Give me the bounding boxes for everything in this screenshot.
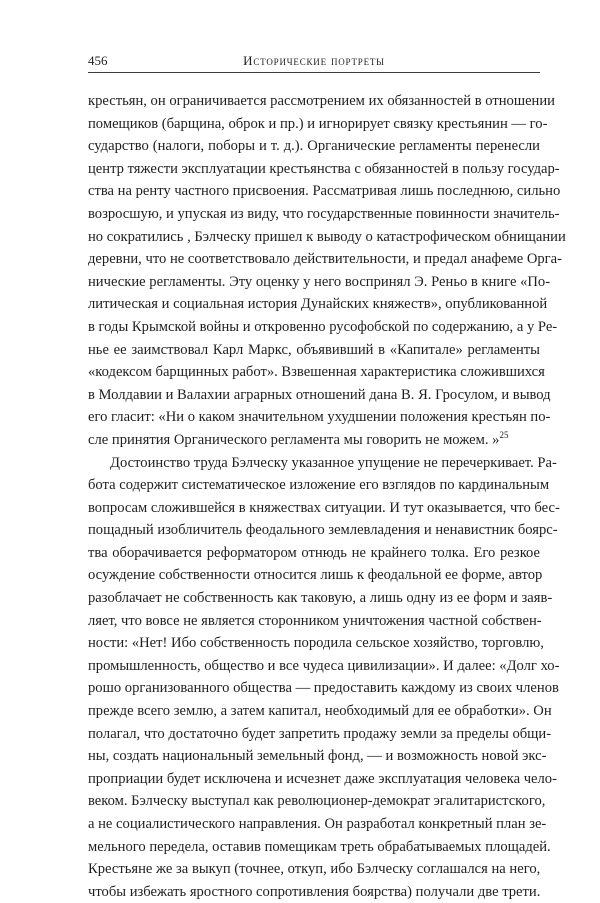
body-text	[88, 90, 540, 903]
text-line: крестьян, он ограничивается рассмотрением их обязанностей в отношении	[88, 90, 540, 113]
text-line: мельного передела, оставив помещикам треть обрабатываемых площадей.	[88, 836, 540, 859]
text-line: в Молдавии и Валахии аграрных отношений дана В. Я. Гросулом, и вывод	[88, 384, 540, 407]
page-number: 456	[88, 53, 108, 69]
text-line: а не социалистического направления. Он разработал конкретный план зе-	[88, 813, 540, 836]
text-line-content: сле принятия Органического регламента мы говорить не можем. »	[88, 432, 499, 448]
paragraph	[88, 90, 540, 452]
text-line: ства на ренту частного присвоения. Рассматривая лишь последнюю, сильно	[88, 180, 540, 203]
text-line: нье ее заимствовал Карл Маркс, объявивший в «Капитале» регламенты	[88, 339, 540, 362]
text-line: в годы Крымской войны и откровенно русофобской по содержанию, а у Ре-	[88, 316, 540, 339]
text-line: «кодексом барщинных работ». Взвешенная характеристика сложившихся	[88, 361, 540, 384]
text-line: литическая и социальная история Дунайских княжеств», опубликованной	[88, 293, 540, 316]
footnote-reference[interactable]: 25	[499, 430, 508, 440]
text-line: веком. Бэлческу выступал как революционер-демократ эгалитаристского,	[88, 790, 540, 813]
text-line	[88, 429, 540, 452]
text-line: промышленность, общество и все чудеса цивилизации». И далее: «Долг хо-	[88, 655, 540, 678]
text-line: ны, создать национальный земельный фонд, — и возможность новой экс-	[88, 745, 540, 768]
running-title: Исторические портреты	[88, 53, 540, 69]
text-line: тва оборачивается реформатором отнюдь не крайнего толка. Его резкое	[88, 542, 540, 565]
paragraph	[88, 452, 540, 903]
page-header	[88, 50, 540, 73]
text-line: бота содержит систематическое изложение его взглядов по кардинальным	[88, 474, 540, 497]
text-line: пощадный изобличитель феодального землевладения и ненавистник боярс-	[88, 519, 540, 542]
text-line: чтобы избежать яростного сопротивления боярства) получали две трети.	[88, 881, 540, 903]
text-line: центр тяжести эксплуатации крестьянства с обязанностей в пользу государ-	[88, 158, 540, 181]
text-line: его гласит: «Ни о каком значительном ухудшении положения крестьян по-	[88, 406, 540, 429]
text-line: разоблачает не собственность как таковую, а лишь одну из ее форм и заяв-	[88, 587, 540, 610]
text-line: сударство (налоги, поборы и т. д.). Органические регламенты перенесли	[88, 135, 540, 158]
text-line: нические регламенты. Эту оценку у него воспринял Э. Реньо в книге «По-	[88, 271, 540, 294]
text-line: ляет, что вовсе не является сторонником уничтожения частной собствен-	[88, 610, 540, 633]
text-line: возросшую, и упуская из виду, что государственные повинности значитель-	[88, 203, 540, 226]
text-line: рошо организованного общества — предоставить каждому из своих членов	[88, 677, 540, 700]
text-line: прежде всего землю, а затем капитал, необходимый для ее обработки». Он	[88, 700, 540, 723]
text-line: проприации будет исключена и исчезнет даже эксплуатация человека чело-	[88, 768, 540, 791]
text-line: вопросам сложившейся в княжествах ситуации. И тут оказывается, что бес-	[88, 497, 540, 520]
text-line: осуждение собственности относится лишь к феодальной ее форме, автор	[88, 564, 540, 587]
text-line: деревни, что не соответствовало действительности, и предал анафеме Орга-	[88, 248, 540, 271]
text-line: Крестьяне же за выкуп (точнее, откуп, ибо Бэлческу соглашался на него,	[88, 858, 540, 881]
text-line: Достоинство труда Бэлческу указанное упущение не перечеркивает. Ра-	[88, 452, 540, 475]
text-line: но сократились , Бэлческу пришел к выводу о катастрофическом обнищании	[88, 226, 540, 249]
text-line: помещиков (барщина, оброк и пр.) и игнорирует связку крестьянин — го-	[88, 113, 540, 136]
text-line: полагал, что достаточно будет запретить продажу земли за пределы общи-	[88, 723, 540, 746]
text-line: ности: «Нет! Ибо собственность породила сельское хозяйство, торговлю,	[88, 632, 540, 655]
